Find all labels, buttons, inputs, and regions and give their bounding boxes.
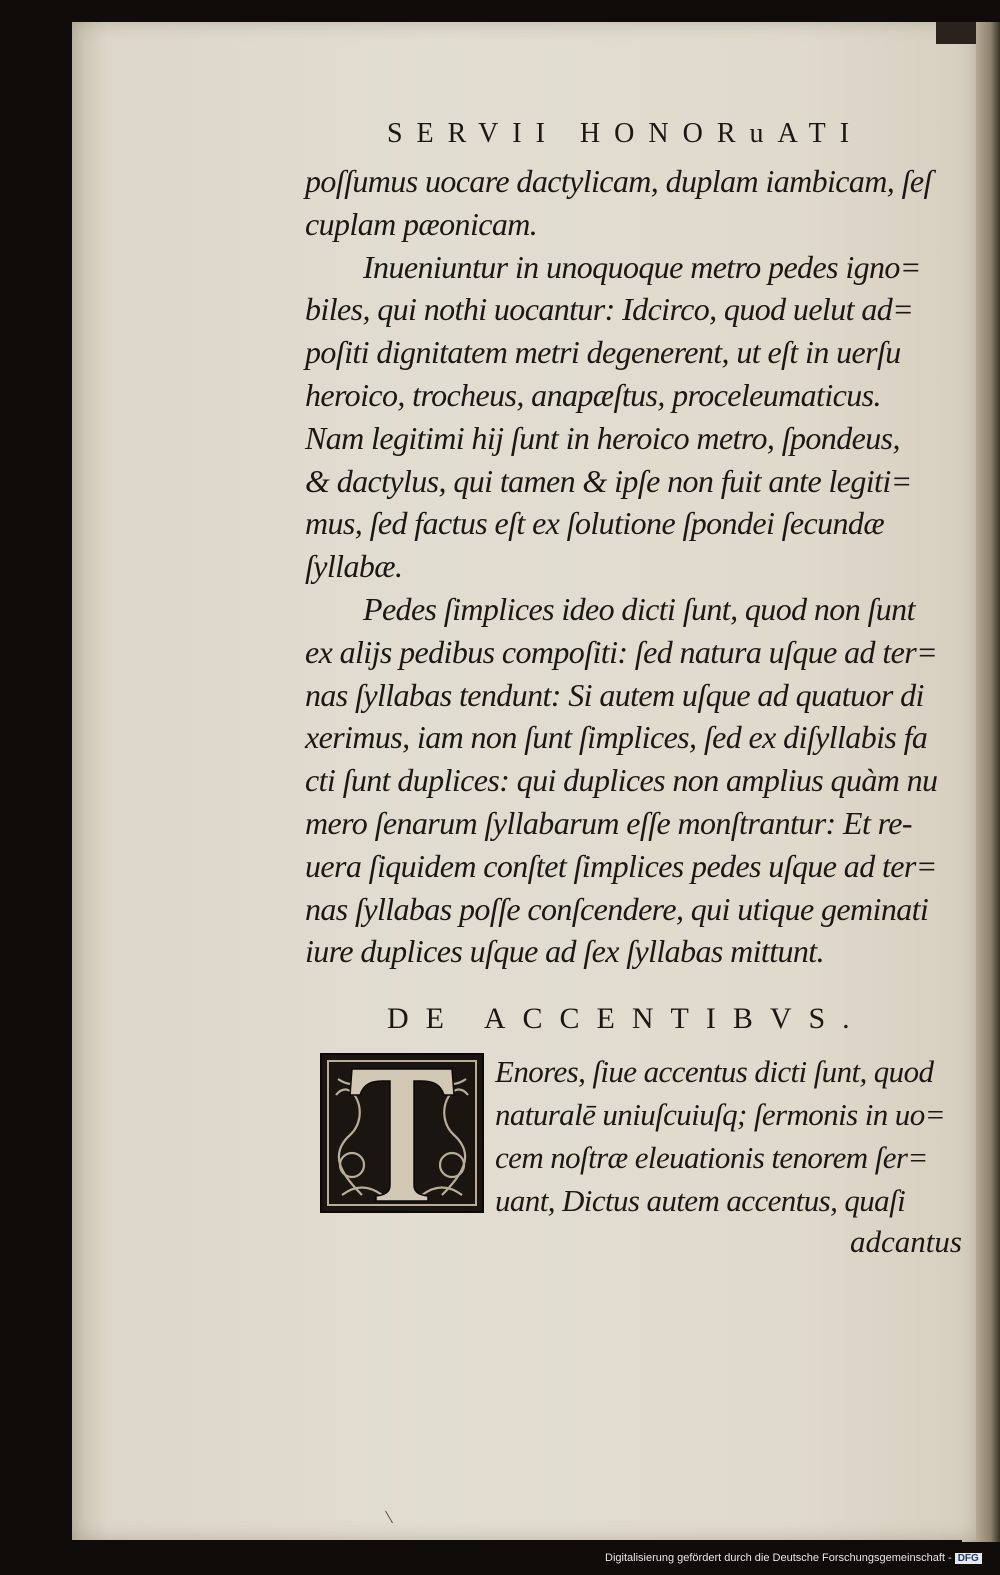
- text-line: Nam legitimi hij ſunt in heroico metro, ſpondeus,: [305, 419, 900, 456]
- text-line: cem noſtræ eleuationis tenorem ſer=: [495, 1139, 928, 1175]
- text-line: heroico, trocheus, anapæſtus, proceleumaticus.: [305, 376, 881, 413]
- text-line: biles, qui nothi uocantur: Idcirco, quod uelut ad=: [305, 291, 914, 328]
- text-line: cuplam pæonicam.: [305, 205, 538, 242]
- initial-paragraph: [305, 1051, 965, 1281]
- text-line: & dactylus, qui tamen & ipſe non fuit ante legiti=: [305, 462, 912, 499]
- text-line: mero ſenarum ſyllabarum eſſe monſtrantur: Et re-: [305, 804, 912, 841]
- text-line: uera ſiquidem conſtet ſimplices pedes uſque ad ter=: [305, 847, 937, 884]
- text-line: naturalē uniuſcuiuſq; ſermonis in uo=: [495, 1096, 945, 1132]
- text-line: uant, Dictus autem accentus, quaſi: [495, 1182, 906, 1218]
- text-line: poſiti dignitatem metri degenerent, ut eſt in uerſu: [305, 334, 901, 371]
- catchword: adcantus: [850, 1224, 962, 1260]
- text-line: iure duplices uſque ad ſex ſyllabas mittunt.: [305, 933, 824, 970]
- initial-lines: [495, 1051, 945, 1222]
- text-line: ex alijs pedibus compoſiti: ſed natura uſque ad ter=: [305, 633, 938, 670]
- text-line: Enores, ſiue accentus dicti ſunt, quod: [495, 1054, 934, 1090]
- section-heading: DE ACCENTIBVS.: [387, 1002, 867, 1036]
- text-line: xerimus, iam non ſunt ſimplices, ſed ex diſyllabis fa: [305, 719, 928, 756]
- digitization-credit: [605, 1552, 982, 1564]
- text-block: [305, 118, 965, 1281]
- text-line: nas ſyllabas poſſe conſcendere, qui utique geminati: [305, 890, 929, 927]
- dfg-logo-icon: DFG: [955, 1553, 982, 1564]
- text-line: Inueniuntur in unoquoque metro pedes igno=: [363, 248, 921, 285]
- text-line: Pedes ſimplices ideo dicti ſunt, quod non ſunt: [363, 590, 915, 627]
- page-corner-shadow: [936, 22, 976, 44]
- decorated-initial-icon: [320, 1053, 484, 1213]
- text-line: poſſumus uocare dactylicam, duplam iambicam, ſeſ: [305, 163, 932, 199]
- text-line: mus, ſed factus eſt ex ſolutione ſpondei ſecundæ: [305, 505, 885, 542]
- credit-text: Digitalisierung gefördert durch die Deutsche Forschungsgemeinschaft -: [605, 1552, 952, 1564]
- text-line: cti ſunt duplices: qui duplices non amplius quàm nu: [305, 762, 938, 799]
- text-line: nas ſyllabas tendunt: Si autem uſque ad quatuor di: [305, 676, 924, 713]
- running-head: SERVII HONORuATI: [386, 118, 864, 149]
- text-line: ſyllabæ.: [305, 548, 403, 585]
